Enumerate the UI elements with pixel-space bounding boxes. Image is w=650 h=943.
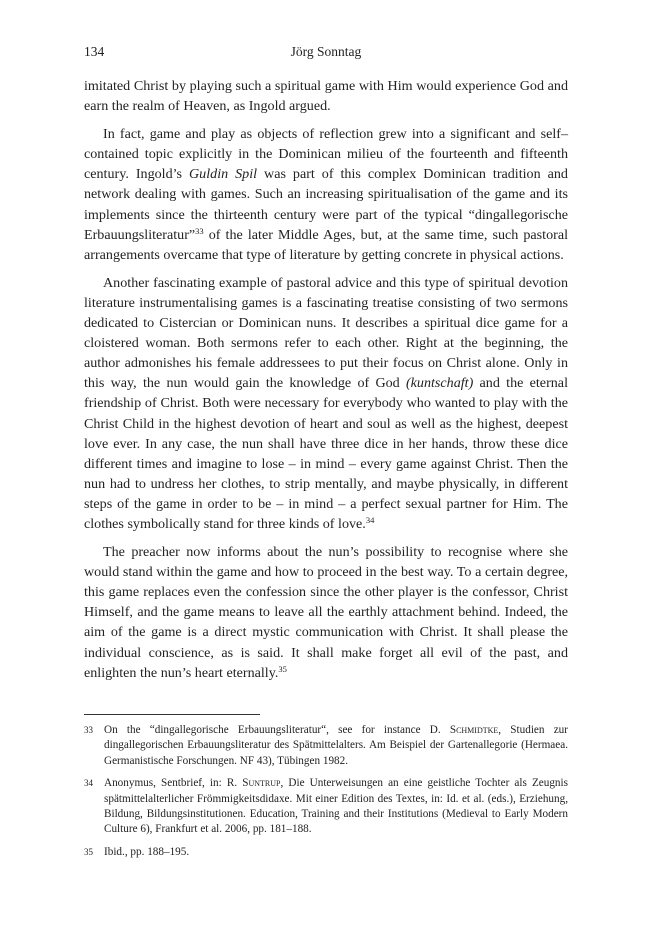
footnote-number: 33: [84, 725, 93, 735]
footnote-ref[interactable]: 35: [278, 663, 287, 674]
paragraph-text: was part of this complex Dominican tradition and network dealing with games. Such an increasing spiritualisation of the game and its implements since the thirteenth century were part of the typical “dingallegorische Erbauungsliteratur”: [84, 166, 568, 243]
paragraph: [84, 124, 568, 265]
paragraph-text: The preacher now informs about the nun’s possibility to recognise where she would stand within the game and how to proceed in the best way. To a certain degree, this game replaces even the confession since the other player is the confessor, Christ Himself, and the game means to leave all the earthly attachment behind. Indeed, the aim of the game is a direct mystic communication with Christ. It shall please the individual conscience, as is said. It shall make forget all evil of the past, and enlighten the nun’s heart eternally.: [84, 544, 568, 681]
footnotes: [84, 723, 568, 867]
italic-term: (kuntschaft): [405, 375, 474, 392]
running-head-author: Jörg Sonntag: [290, 44, 362, 59]
paragraph-text: and the eternal friendship of Christ. Both were necessary for everybody who wanted to play with the Christ Child in the highest devotion of heart and soul as well as the highest, deepest love ever. In any case, the nun shall have three dice in her hands, throw these dice different times and imagine to lose – in mind – every game against Christ. Then the nun had to undress her clothes, to strip mentally, and maybe physically, in different steps of the game in order to be – in mind – a perfect sexual partner for Him. The clothes symbolically stand for three kinds of love.: [84, 375, 568, 532]
footnote: [84, 723, 568, 769]
footnote-text: Anonymus, Sentbrief, in: R.: [104, 777, 243, 790]
page-number: 134: [84, 44, 105, 59]
paragraph-text: In fact, game and play as objects of reflection grew into a significant and self–contained topic explicitly in the Dominican milieu of the fourteenth and fifteenth century. Ingold’s: [84, 126, 568, 183]
paragraph: [84, 542, 568, 683]
footnote-text: On the “dingallegorische Erbauungsliteratur“, see for instance D.: [104, 724, 450, 736]
footnote-divider: [84, 714, 260, 715]
footnote-text: , Die Unterweisungen an eine geistliche Tochter als Zeugnis spätmittelalterlicher Frömmigkeitsdidaxe. Mit einer Edition des Textes, in: Id. et al. (eds.), Erziehung, Bildung, Bildungsinstitutionen. Education, Training and their Institutions (Medieval to Early Modern Culture 6), Frankfurt et al. 2006, pp. 181–188.: [104, 777, 568, 836]
running-header: [84, 44, 568, 64]
author-name: Suntrup: [242, 777, 281, 790]
footnote-number: 34: [84, 778, 93, 789]
paragraph-text: of the later Middle Ages, but, at the same time, such pastoral arrangements overcame that type of literature by getting concrete in physical actions.: [84, 226, 568, 263]
italic-title: Guldin Spil: [189, 166, 258, 183]
paragraph-continued: [84, 76, 568, 116]
footnote-ref[interactable]: 33: [195, 225, 204, 236]
body-text: [84, 76, 568, 691]
paragraph: [84, 273, 568, 534]
author-name: Schmidtke: [449, 724, 499, 736]
footnote-number: 35: [84, 846, 93, 857]
paragraph-text: imitated Christ by playing such a spiritual game with Him would experience God and earn the realm of Heaven, as Ingold argued.: [84, 78, 568, 115]
footnote-text: Ibid., pp. 188–195.: [104, 845, 190, 858]
footnote-ref[interactable]: 34: [365, 514, 375, 525]
paragraph-text: Another fascinating example of pastoral advice and this type of spiritual devotion literature instrumentalising games is a fascinating treatise consisting of two sermons dedicated to Cistercian or Dominican nuns. It describes a spiritual dice game for a cloistered woman. Both sermons refer to each other. Right at the beginning, the author admonishes his female addressees to put their focus on Christ alone. Only in this way, the nun would gain the knowledge of God: [84, 274, 568, 392]
footnote: [84, 776, 568, 838]
footnote: [84, 845, 568, 860]
footnote-text: , Studien zur dingallegorischen Erbauungsliteratur des Spätmittelalters. Am Beispiel der Gartenallegorie (Hermaea. Germanistische Forschungen. NF 43), Tübingen 1982.: [104, 724, 568, 767]
